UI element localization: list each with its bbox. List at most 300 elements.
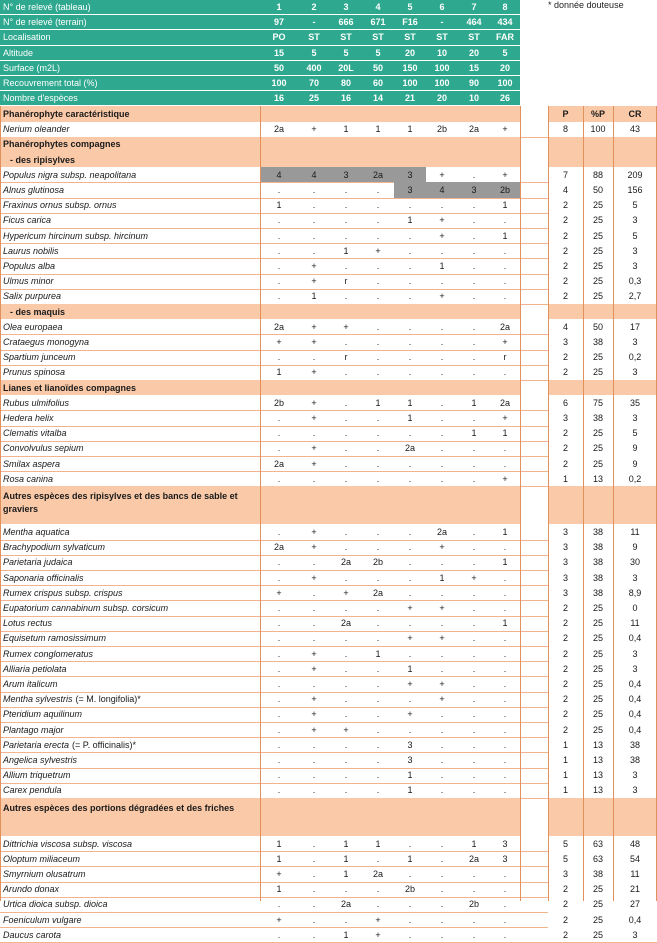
header-value: ST [458,30,490,45]
section-title: Autres espèces des portions dégradées et des friches [0,798,260,836]
species-latin-name: Pteridium aquilinum [3,709,83,720]
abundance-value: . [472,724,476,735]
abundance-value: . [472,663,476,674]
section-fill [260,152,298,167]
header-value: 400 [298,61,330,76]
abundance-value: 2a [436,526,447,537]
species-name [0,395,260,410]
section-fill [490,106,520,121]
abundance-value: . [440,724,444,735]
header-value: 16 [260,91,298,106]
grid-line [260,106,261,901]
abundance-value: . [503,754,507,765]
species-name [0,692,260,707]
stat-value: 2 [548,707,583,722]
abundance-value: . [472,367,476,378]
abundance-value: 4 [260,167,298,182]
section-fill [458,486,490,524]
stat-value: 9 [613,441,657,456]
abundance-value: 2a [273,458,284,469]
species-name [0,441,260,456]
stat-value: 25 [583,661,613,676]
header-value: 60 [362,76,394,91]
species-name [0,882,260,897]
stat-value: 2 [548,912,583,927]
abundance-value: . [376,739,380,750]
stat-value: 25 [583,882,613,897]
section-fill [426,380,458,395]
header-value: 666 [330,15,362,30]
section-fill [613,137,657,152]
stat-value: 38 [583,555,613,570]
stat-value: 38 [583,866,613,881]
stat-value: 25 [583,441,613,456]
stat-value: 3 [613,661,657,676]
species-name [0,198,260,213]
header-value: 1 [260,0,298,15]
abundance-value: . [277,648,281,659]
abundance-value: + [311,124,317,135]
species-latin-name: Hedera helix [3,412,54,423]
abundance-value: . [503,884,507,895]
species-name [0,722,260,737]
stat-value: 2 [548,365,583,380]
header-value: 97 [260,15,298,30]
stat-value: 2 [548,198,583,213]
header-value: 5 [362,46,394,61]
stat-value: 25 [583,213,613,228]
species-latin-name: Arum italicum [3,678,58,689]
abundance-value: . [376,572,380,583]
abundance-value: . [376,526,380,537]
abundance-value: + [439,291,445,302]
section-fill [394,106,426,121]
section-fill [458,798,490,836]
abundance-value: . [408,200,412,211]
abundance-value: . [472,473,476,484]
abundance-value: . [408,587,412,598]
stat-value: 2 [548,456,583,471]
stat-value: 25 [583,198,613,213]
abundance-value: . [472,557,476,568]
abundance-value: 1 [407,785,413,796]
abundance-value: . [376,184,380,195]
section-fill [490,137,520,152]
abundance-value: . [376,367,380,378]
species-name [0,616,260,631]
abundance-value: + [439,169,445,180]
section-fill [583,152,613,167]
stat-value: 0,4 [613,676,657,691]
abundance-value: . [440,754,444,765]
abundance-value: . [312,785,316,796]
header-value: 150 [394,61,426,76]
abundance-value: + [407,602,413,613]
abundance-value: . [344,785,348,796]
species-latin-name: Parietaria erecta [3,739,70,750]
abundance-value: . [440,739,444,750]
species-latin-name: Mentha sylvestris [3,694,73,705]
species-latin-name: Eupatorium cannabinum subsp. corsicum [3,602,169,613]
abundance-value: . [344,443,348,454]
abundance-value: . [344,602,348,613]
abundance-value: 2b [436,124,447,135]
section-fill [613,152,657,167]
header-value: 70 [298,76,330,91]
species-latin-name: Fraxinus ornus subsp. ornus [3,200,117,211]
stat-value: 3 [548,410,583,425]
abundance-value: . [277,618,281,629]
species-row [0,167,657,183]
abundance-value: . [312,770,316,781]
abundance-value: . [408,367,412,378]
section-fill [362,137,394,152]
abundance-value: . [408,230,412,241]
header-value: 671 [362,15,394,30]
abundance-value: . [472,526,476,537]
stat-value: 3 [613,570,657,585]
section-fill [394,798,426,836]
abundance-value: 1 [276,200,282,211]
species-row [0,524,657,540]
stat-value: 3 [613,243,657,258]
abundance-value: . [472,770,476,781]
abundance-value: . [344,526,348,537]
abundance-value: . [472,336,476,347]
abundance-value: 2a [468,124,479,135]
header-value: 20 [426,91,458,106]
species-latin-name: Rubus ulmifolius [3,397,70,408]
species-row [0,866,657,882]
header-value: F16 [394,15,426,30]
stat-value: 13 [583,768,613,783]
header-value: 10 [426,46,458,61]
abundance-value: + [502,473,508,484]
section-fill [548,380,583,395]
species-row [0,616,657,632]
stat-value: 25 [583,927,613,942]
header-value: 100 [394,76,426,91]
stat-value: 35 [613,395,657,410]
species-latin-name: Ulmus minor [3,276,54,287]
abundance-value: . [472,352,476,363]
abundance-value: . [408,291,412,302]
header-value: 100 [260,76,298,91]
abundance-value: . [344,739,348,750]
section-fill [330,304,362,319]
species-name [0,524,260,539]
abundance-value: . [472,633,476,644]
abundance-value: 2b [372,557,383,568]
abundance-value: + [439,215,445,226]
species-latin-name: Oloptum miliaceum [3,853,81,864]
species-name [0,600,260,615]
abundance-value: 1 [502,200,508,211]
species-latin-name: Alliaria petiolata [3,663,67,674]
abundance-value: 3 [407,754,413,765]
abundance-value: + [311,412,317,423]
abundance-value: . [277,899,281,910]
abundance-value: . [312,184,316,195]
stat-value: 5 [613,426,657,441]
stat-value: 2 [548,882,583,897]
abundance-value: . [344,215,348,226]
species-row [0,897,657,913]
stat-value: 50 [583,182,613,197]
header-value: 100 [426,76,458,91]
abundance-value: . [277,572,281,583]
stat-value: 1 [548,471,583,486]
section-fill [458,106,490,121]
grid-line [520,106,521,901]
abundance-value: . [503,633,507,644]
abundance-value: . [277,184,281,195]
stat-value: 0,4 [613,631,657,646]
abundance-value: . [344,458,348,469]
species-latin-name: Allium triquetrum [3,770,71,781]
abundance-value: . [440,914,444,925]
stat-value: 11 [613,524,657,539]
abundance-value: 1 [407,215,413,226]
abundance-value: . [277,276,281,287]
header-value: PO [260,30,298,45]
section-fill [426,106,458,121]
abundance-value: . [472,443,476,454]
stat-value: 25 [583,676,613,691]
abundance-value: + [311,694,317,705]
header-value: 14 [362,91,394,106]
abundance-value: . [312,739,316,750]
abundance-value: . [344,397,348,408]
abundance-value: + [276,914,282,925]
section-fill [426,798,458,836]
abundance-value: . [312,853,316,864]
header-row [0,61,657,76]
header-value: 10 [458,91,490,106]
stat-header: %P [583,106,613,121]
species-latin-name: Alnus glutinosa [3,184,65,195]
stat-value: 3 [548,524,583,539]
section-fill [613,304,657,319]
species-name [0,897,260,912]
abundance-value: 3 [394,182,426,197]
stat-value: 2 [548,350,583,365]
stat-value: 3 [613,927,657,942]
section-title: Phanérophyte caractéristique [0,106,260,121]
abundance-value: . [376,291,380,302]
abundance-value: . [312,633,316,644]
header-row [0,30,657,45]
stat-value: 3 [548,555,583,570]
abundance-value: 1 [375,838,381,849]
species-row [0,646,657,662]
stat-value: 25 [583,365,613,380]
header-label: Altitude [0,46,260,61]
header-value: 50 [260,61,298,76]
stat-value: 6 [548,395,583,410]
abundance-value: . [344,336,348,347]
species-name [0,258,260,273]
header-row [0,46,657,61]
section-fill [583,380,613,395]
species-latin-name: Lotus rectus [3,618,53,629]
abundance-value: . [277,526,281,537]
grid-line [548,106,549,901]
stat-value: 3 [613,783,657,798]
abundance-value: . [408,914,412,925]
abundance-value: . [408,868,412,879]
abundance-value: . [376,853,380,864]
abundance-value: + [311,276,317,287]
species-name [0,836,260,851]
species-row [0,912,657,928]
section-title: - des maquis [0,304,260,319]
abundance-value: . [503,724,507,735]
header-label: N° de relevé (tableau) [0,0,260,15]
header-value: 21 [394,91,426,106]
abundance-value: . [472,230,476,241]
abundance-value: . [376,412,380,423]
abundance-value: . [312,245,316,256]
abundance-value: . [408,276,412,287]
abundance-value: . [376,428,380,439]
abundance-value: . [472,412,476,423]
abundance-value: . [408,838,412,849]
abundance-value: + [311,648,317,659]
abundance-value: 1 [343,124,349,135]
abundance-value: . [408,899,412,910]
abundance-value: + [276,587,282,598]
section-fill [548,137,583,152]
species-name [0,334,260,349]
abundance-value: . [312,678,316,689]
species-name [0,752,260,767]
abundance-value: . [277,694,281,705]
abundance-value: . [312,754,316,765]
abundance-value: + [311,709,317,720]
stat-value: 38 [583,540,613,555]
species-latin-name: Ficus carica [3,215,52,226]
abundance-value: . [376,602,380,613]
abundance-value: . [277,245,281,256]
section-fill [583,486,613,524]
stat-value: 4 [548,319,583,334]
abundance-value: r [344,352,348,363]
species-row [0,258,657,274]
species-name [0,927,260,942]
abundance-value: . [440,276,444,287]
section-fill [548,486,583,524]
abundance-value: 1 [375,124,381,135]
header-value: 4 [362,0,394,15]
abundance-value: . [440,853,444,864]
abundance-value: . [503,602,507,613]
species-row [0,707,657,723]
stat-value: 25 [583,707,613,722]
abundance-value: . [503,587,507,598]
stat-value: 5 [548,836,583,851]
abundance-value: . [503,709,507,720]
abundance-value: . [376,884,380,895]
abundance-value: . [312,428,316,439]
stat-value: 25 [583,258,613,273]
section-header [0,137,657,152]
species-name [0,783,260,798]
abundance-value: . [376,694,380,705]
abundance-value: . [344,260,348,271]
abundance-value: . [408,542,412,553]
abundance-value: . [472,602,476,613]
species-name [0,676,260,691]
abundance-value: + [311,397,317,408]
abundance-value: 1 [502,230,508,241]
header-value: 50 [362,61,394,76]
abundance-value: + [439,542,445,553]
abundance-value: + [439,678,445,689]
stat-header: P [548,106,583,121]
abundance-value: . [408,458,412,469]
abundance-value: + [311,542,317,553]
section-fill [583,798,613,836]
species-row [0,600,657,616]
abundance-value: . [503,785,507,796]
species-latin-name: Smilax aspera [3,458,61,469]
abundance-value: . [312,899,316,910]
species-name [0,661,260,676]
abundance-value: . [376,321,380,332]
stat-value: 2 [548,616,583,631]
abundance-value: . [440,785,444,796]
section-fill [426,486,458,524]
abundance-value: . [472,929,476,940]
abundance-value: . [277,230,281,241]
species-name [0,365,260,380]
abundance-value: . [277,602,281,613]
abundance-value: . [376,473,380,484]
stat-value: 38 [583,524,613,539]
section-fill [260,486,298,524]
species-row [0,631,657,647]
abundance-value: . [344,230,348,241]
abundance-value: . [376,899,380,910]
stat-value: 25 [583,897,613,912]
header-value: 7 [458,0,490,15]
species-row [0,692,657,708]
abundance-value: 1 [276,838,282,849]
stat-value: 38 [613,737,657,752]
abundance-value: 2b [404,884,415,895]
abundance-value: 1 [407,412,413,423]
abundance-value: . [376,276,380,287]
section-fill [426,304,458,319]
abundance-value: 1 [439,572,445,583]
abundance-value: . [376,215,380,226]
species-name [0,228,260,243]
header-label: Localisation [0,30,260,45]
abundance-value: 1 [502,526,508,537]
header-value: 100 [490,76,520,91]
species-name [0,122,260,137]
abundance-value: . [503,899,507,910]
header-value: FAR [490,30,520,45]
species-row [0,395,657,411]
stat-value: 25 [583,646,613,661]
abundance-value: . [408,648,412,659]
abundance-value: . [277,557,281,568]
stat-value: 8,9 [613,585,657,600]
species-latin-name: Populus nigra subsp. neapolitana [3,169,137,180]
species-name [0,410,260,425]
